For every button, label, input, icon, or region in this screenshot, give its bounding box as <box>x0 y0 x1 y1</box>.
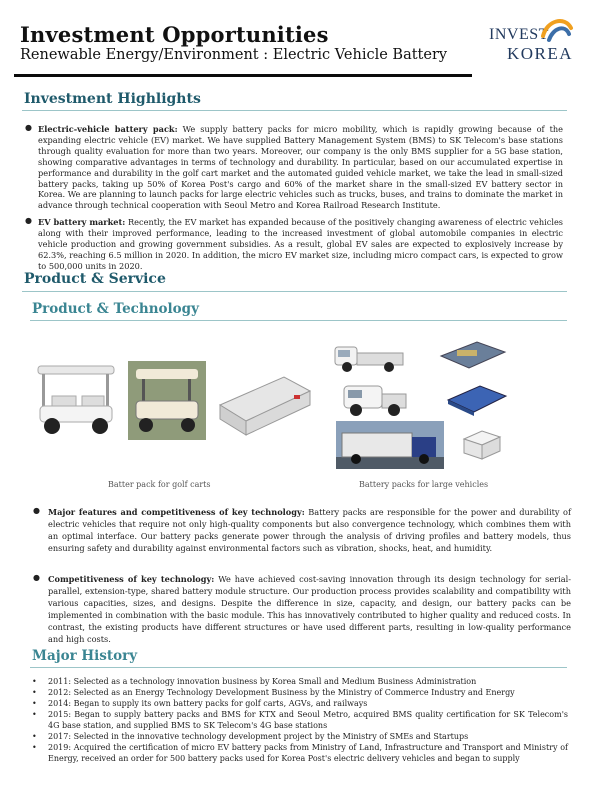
page-title: Investment Opportunities <box>20 22 329 47</box>
list-item: • 2012: Selected as an Energy Technology Development Business by the Ministry of Commerce Industry and Energy <box>32 688 515 697</box>
section-divider <box>22 291 567 292</box>
bullet-icon: • <box>32 710 37 719</box>
highlight-label: EV battery market: <box>38 217 126 227</box>
feature-major-features <box>48 506 571 554</box>
feature-label: Major features and competitiveness of key technology: <box>48 507 305 517</box>
bullet-icon: • <box>32 677 37 686</box>
investment-highlights-heading: Investment Highlights <box>24 91 201 107</box>
invest-korea-logo <box>489 14 579 68</box>
bullet-icon: • <box>32 743 37 752</box>
major-history-heading: Major History <box>32 648 138 664</box>
history-list <box>32 676 568 764</box>
highlight-label: Electric-vehicle battery pack: <box>38 124 178 134</box>
bullet-icon: ● <box>33 573 40 582</box>
golf-cart-image <box>32 360 120 440</box>
caption-golf-cart-battery: Batter pack for golf carts <box>108 480 211 489</box>
large-truck-image <box>336 421 444 469</box>
van-image <box>340 376 410 418</box>
list-item: • 2019: Acquired the certification of micro EV battery packs from Ministry of Land, Infrastructure and Transport and Ministry of Energy, received an order for 500 battery packs used for Korea Post's electric delivery vehicles and began to supply <box>32 743 568 763</box>
logo-swoosh-icon <box>539 14 575 44</box>
feature-competitiveness <box>48 573 571 645</box>
highlight-ev-battery-pack <box>38 124 563 211</box>
product-service-heading: Product & Service <box>24 271 166 287</box>
feature-text: We have achieved cost-saving innovation through its design technology for serial-parallel, extension-type, shared battery module structure. Our production process provides scalability and compatibility with various capacities, sizes, and designs. Despite the difference in size, capacity, and design, our battery packs can be implemented in combination with the basic module. This has innovatively contributed to higher quality and reduced costs. In contrast, the existing products have different structures or have used different parts, resulting in low-quality performance and high costs. <box>48 574 571 644</box>
feature-label: Competitiveness of key technology: <box>48 574 215 584</box>
bullet-icon: ● <box>25 123 32 132</box>
battery-module-image <box>437 338 508 372</box>
bullet-icon: • <box>32 699 37 708</box>
bullet-icon: • <box>32 688 37 697</box>
bullet-icon: ● <box>25 216 32 225</box>
battery-pack-image <box>214 365 316 443</box>
section-divider <box>30 667 567 668</box>
section-divider <box>30 320 567 321</box>
product-technology-subheading: Product & Technology <box>32 301 199 317</box>
list-item: • 2015: Began to supply battery packs and BMS for KTX and Seoul Metro, acquired BMS quality certification for SK Telecom's 4G base station, and supplied BMS to SK Telecom's 4G base stations <box>32 710 568 730</box>
truck-image <box>333 337 407 375</box>
list-item: • 2011: Selected as a technology innovation business by Korea Small and Medium Business Administration <box>32 677 477 686</box>
page-subtitle: Renewable Energy/Environment : Electric Vehicle Battery <box>20 47 448 63</box>
battery-pack-blue-image <box>444 378 510 418</box>
bullet-icon: ● <box>33 506 40 515</box>
list-item: • 2017: Selected in the innovative technology development project by the Ministry of SMEs and Startups <box>32 732 469 741</box>
logo-line2: KOREA <box>507 44 574 63</box>
header-divider <box>14 74 472 77</box>
bullet-icon: • <box>32 732 37 741</box>
highlight-text: Recently, the EV market has expanded because of the positively changing awareness of electric vehicles along with their improved performance, leading to the increased investment of global automobile companies in electric vehicle production and growing government subsidies. As a result, global EV sales are expected to explosively increase by 62.3%, reaching 6.5 million in 2020. In addition, the micro EV market size, including micro compact cars, is expected to grow to 500,000 units in 2020. <box>38 217 564 271</box>
logo-line1: INVEST <box>489 26 549 43</box>
highlight-ev-market <box>38 217 563 272</box>
list-item: • 2014: Began to supply its own battery packs for golf carts, AGVs, and railways <box>32 699 368 708</box>
golf-cart-battery-image <box>128 361 206 440</box>
battery-unit-image <box>460 425 504 463</box>
highlight-text: We supply battery packs for micro mobility, which is rapidly growing because of the expanding electric vehicle (EV) market. We have supplied Battery Management System (BMS) to SK Telecom's base stations through quality evaluation for more than two years. Moreover, our company is the only BMS supplier for a 5G base station, showing comparative advantages in terms of technology and durability. In particular, based on our accumulated expertise in performance and durability in the golf cart market and the automated guided vehicle market, we take the lead in small-sized battery packs, taking up 50% of Korea Post's cargo and 60% of the market share in the small-sized EV battery sector in Korea. We are planning to launch packs for large electric vehicles such as trucks, buses, and trains to dominate the market in advance through technical cooperation with Seoul Metro and Korea Railroad Research Institute. <box>38 124 563 211</box>
feature-text: Battery packs are responsible for the power and durability of electric vehicles that require not only high-quality components but also convergence technology, which combines them with an optimal interface. Our battery packs generate power through the analysis of driving profiles and battery models, thus ensuring safety and durability against environmental factors such as vibration, shocks, heat, and humidity. <box>48 507 571 553</box>
caption-large-vehicle-battery: Battery packs for large vehicles <box>359 480 489 489</box>
section-divider <box>22 110 567 111</box>
